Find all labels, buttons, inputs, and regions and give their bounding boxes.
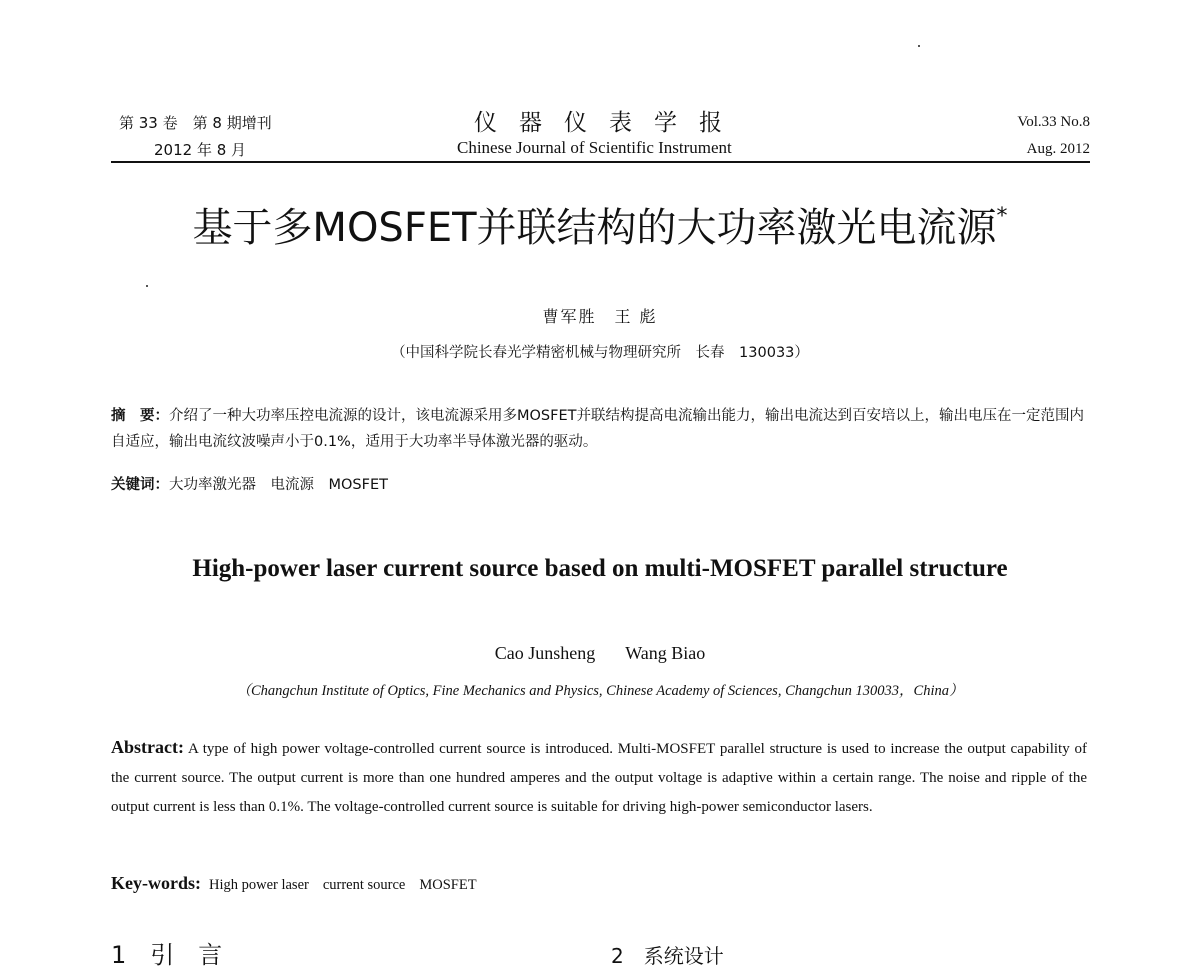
keywords-cn <box>111 473 388 494</box>
keywords-en <box>111 873 477 894</box>
scan-speck <box>918 45 920 47</box>
section-heading-introduction: 1 引 言 <box>111 941 223 969</box>
header-rule <box>111 161 1090 163</box>
abstract-text-en: A type of high power voltage-controlled current source is introduced. Multi-MOSFET parallel structure is used to increase the output capability of the current source. The output current is more than one hundred amperes and the output voltage is adaptive within a certain range. The noise and ripple of the output current is less than 0.1%. The voltage-controlled current source is suitable for driving high-power semiconductor lasers. <box>111 741 1087 815</box>
affiliation-en: （Changchun Institute of Optics, Fine Mechanics and Physics, Chinese Academy of Sciences, Changchun 130033，China） <box>236 683 964 699</box>
author-2: Wang Biao <box>625 643 706 663</box>
keywords-text-cn: 大功率激光器 电流源 MOSFET <box>169 477 388 493</box>
publication-date-en: Aug. 2012 <box>1026 141 1090 157</box>
author-1: Cao Junsheng <box>494 643 596 663</box>
paper-title-en: High-power laser current source based on multi-MOSFET parallel structure <box>192 555 1008 582</box>
section-heading-system-design: 2 系统设计 <box>611 944 724 968</box>
abstract-label-en: Abstract: <box>111 737 184 757</box>
journal-title-cn: 仪器仪表学报 <box>474 110 744 136</box>
keywords-label-en: Key-words: <box>111 873 201 893</box>
authors-en <box>0 643 1200 664</box>
keyword-2: current source <box>322 877 406 893</box>
affiliation-cn: （中国科学院长春光学精密机械与物理研究所 长春 130033） <box>391 345 809 361</box>
abstract-cn <box>111 403 1091 455</box>
abstract-text-cn: 介绍了一种大功率压控电流源的设计，该电流源采用多MOSFET并联结构提高电流输出能力，输出电流达到百安培以上，输出电压在一定范围内自适应，输出电流纹波噪声小于0.1%，适用于大功率半导体激光器的驱动。 <box>111 408 1084 450</box>
paper-title-cn: 基于多MOSFET并联结构的大功率激光电流源* <box>192 204 1008 251</box>
keyword-3: MOSFET <box>419 877 477 893</box>
title-footnote-mark: * <box>996 204 1008 229</box>
abstract-label-cn: 摘 要： <box>111 408 169 424</box>
abstract-en <box>111 733 1087 822</box>
keywords-label-cn: 关键词： <box>111 477 169 493</box>
keyword-1: High power laser <box>208 877 309 893</box>
authors-cn: 曹军胜 王 彪 <box>542 307 658 326</box>
journal-title-en: Chinese Journal of Scientific Instrument <box>457 138 732 157</box>
scan-speck <box>146 285 148 287</box>
publication-date-cn: 2012 年 8 月 <box>154 141 247 159</box>
volume-issue: 第 33 卷 第 8 期增刊 <box>119 114 272 132</box>
volume-en: Vol.33 No.8 <box>1017 114 1090 130</box>
